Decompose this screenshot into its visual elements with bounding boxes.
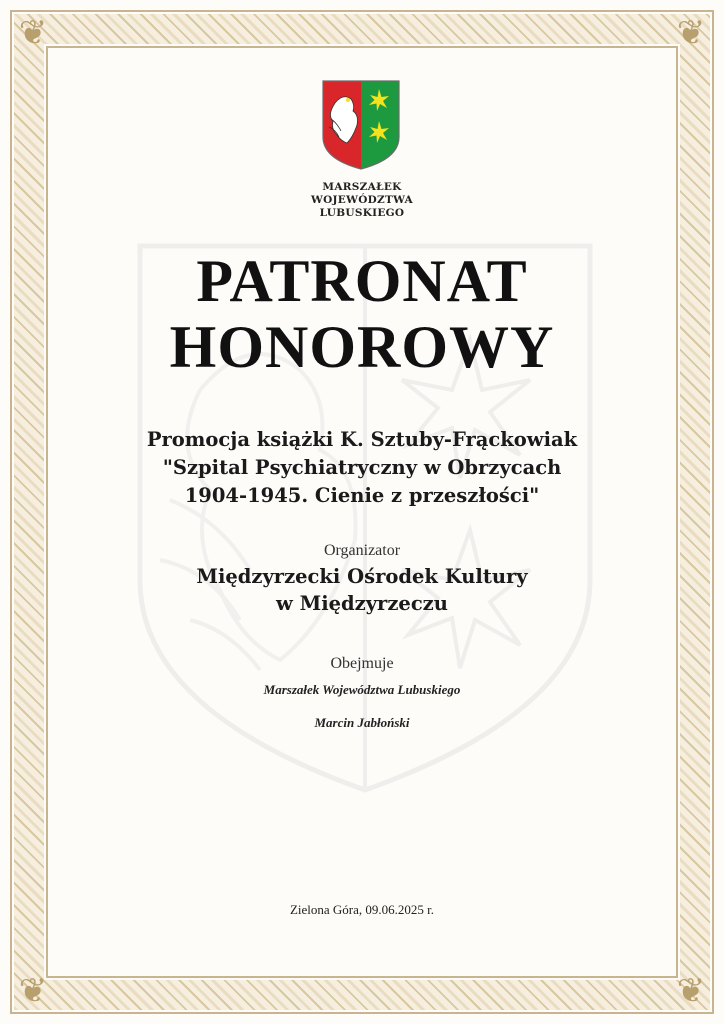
corner-ornament-icon: ❦ (18, 13, 48, 53)
organizer-label: Organizator (323, 542, 401, 559)
patron-person: Marcin Jabłoński (314, 715, 410, 730)
page-title (0, 248, 724, 380)
office-line: MARSZAŁEK (322, 181, 402, 193)
event-line: Promocja książki K. Sztuby-Frąckowiak (146, 428, 578, 451)
corner-ornament-icon: ❦ (18, 971, 48, 1011)
issuing-office (0, 181, 724, 220)
event-description (0, 426, 724, 510)
corner-ornament-icon: ❦ (676, 13, 706, 53)
organizer-name (0, 563, 724, 617)
organizer-line: w Międzyrzeczu (276, 592, 448, 615)
place-and-date: Zielona Góra, 09.06.2025 r. (289, 902, 435, 917)
office-line: LUBUSKIEGO (319, 207, 405, 219)
organizer-line: Międzyrzecki Ośrodek Kultury (196, 565, 528, 588)
patron-label: Obejmuje (330, 655, 394, 672)
corner-ornament-icon: ❦ (676, 971, 706, 1011)
title-line: PATRONAT (196, 248, 528, 314)
office-line: WOJEWÓDZTWA (311, 194, 413, 206)
title-line: HONOROWY (169, 314, 555, 380)
lubuskie-coat-of-arms-icon (321, 79, 401, 171)
event-line: "Szpital Psychiatryczny w Obrzycach (162, 456, 562, 479)
event-line: 1904-1945. Cienie z przeszłości" (184, 484, 540, 507)
patron-office: Marszałek Województwa Lubuskiego (263, 682, 461, 697)
